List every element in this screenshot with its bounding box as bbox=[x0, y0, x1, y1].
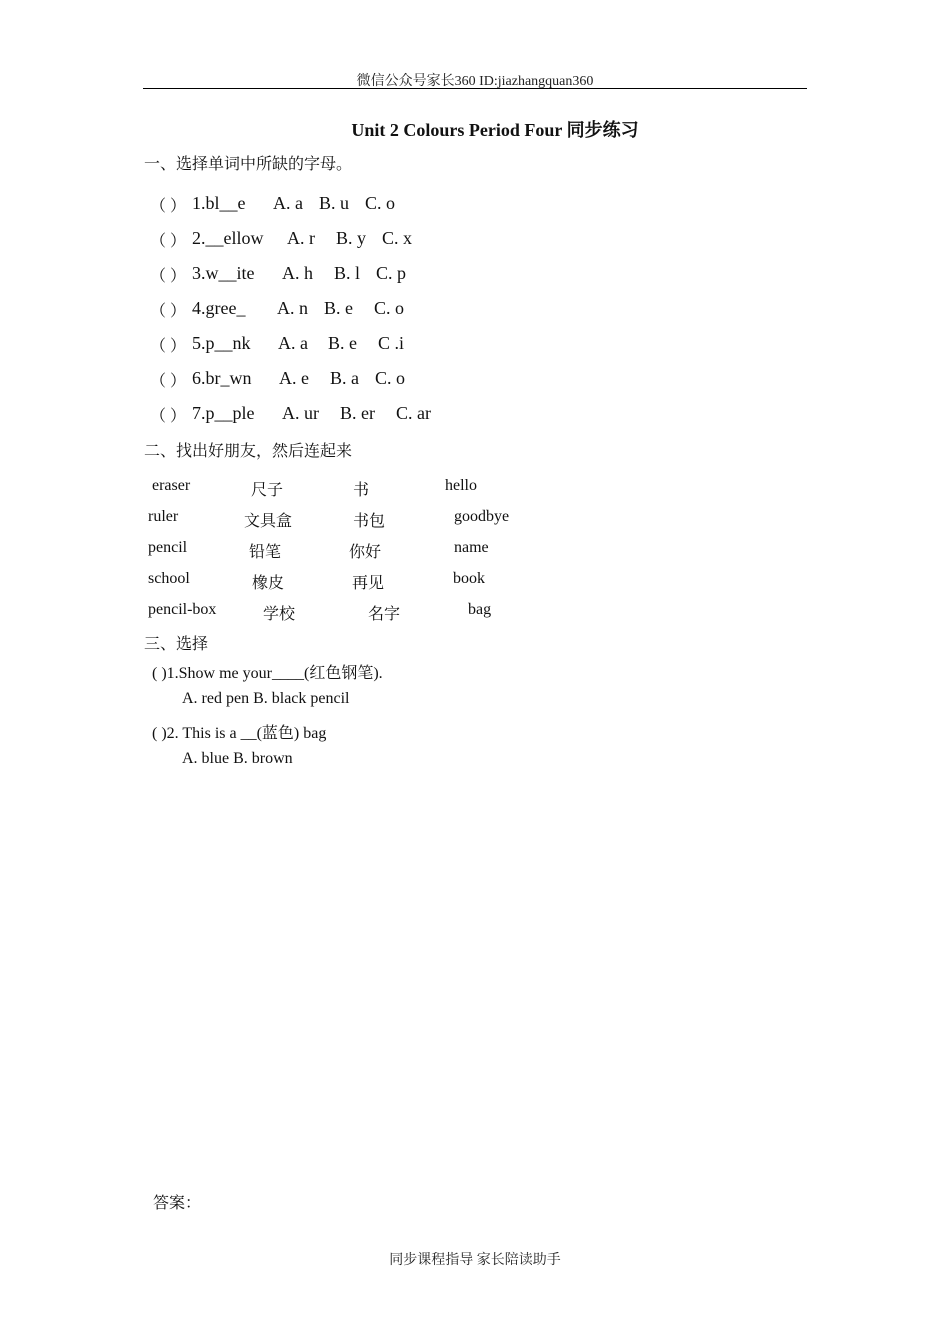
section3-heading: 三、选择 bbox=[144, 636, 209, 653]
match-cell: pencil bbox=[148, 539, 188, 556]
match-cell: 名字 bbox=[368, 606, 401, 623]
option-a: A. h bbox=[282, 263, 313, 283]
page-footer: 同步课程指导 家长陪读助手 bbox=[389, 1253, 561, 1268]
match-cell: 再见 bbox=[352, 575, 385, 592]
answer-label: 答案： bbox=[153, 1195, 202, 1212]
option-a: A. e bbox=[279, 368, 309, 388]
option-a: A. r bbox=[287, 228, 315, 248]
question-word: 2.__ellow bbox=[192, 228, 264, 248]
match-cell: hello bbox=[445, 477, 477, 494]
question-word: 7.p__ple bbox=[192, 403, 255, 423]
match-cell: 学校 bbox=[263, 606, 296, 623]
answer-blank: （ ） bbox=[150, 303, 187, 320]
option-a: A. n bbox=[277, 298, 308, 318]
match-cell: school bbox=[148, 570, 190, 587]
question-row bbox=[150, 228, 470, 254]
match-cell: name bbox=[454, 539, 489, 556]
question-word: 6.br_wn bbox=[192, 368, 252, 388]
option-c: C. o bbox=[375, 368, 406, 388]
match-cell: 文具盒 bbox=[244, 513, 293, 530]
page-header: 微信公众号家长360 ID:jiazhangquan360 bbox=[356, 74, 594, 89]
option-b: B. l bbox=[334, 263, 361, 283]
match-cell: 铅笔 bbox=[249, 544, 282, 561]
answer-blank: （ ） bbox=[150, 198, 187, 215]
option-b: B. e bbox=[324, 298, 353, 318]
answer-blank: （ ） bbox=[150, 373, 187, 390]
option-b: B. u bbox=[319, 193, 350, 213]
question-row bbox=[150, 263, 470, 289]
question-row bbox=[150, 368, 470, 394]
question-row bbox=[150, 333, 470, 359]
question-word: 5.p__nk bbox=[192, 333, 251, 353]
choice-options-2: A. blue B. brown bbox=[182, 750, 293, 767]
question-word: 3.w__ite bbox=[192, 263, 255, 283]
header-divider bbox=[143, 88, 807, 89]
section1-heading: 一、选择单词中所缺的字母。 bbox=[144, 156, 353, 173]
match-cell: goodbye bbox=[454, 508, 510, 525]
choice-question-1: ( )1.Show me your____(红色钢笔). bbox=[152, 665, 383, 682]
answer-blank: （ ） bbox=[150, 338, 187, 355]
match-cell: book bbox=[453, 570, 485, 587]
option-b: B. y bbox=[336, 228, 367, 248]
option-c: C. p bbox=[376, 263, 407, 283]
page-title: Unit 2 Colours Period Four 同步练习 bbox=[351, 120, 639, 140]
answer-blank: （ ） bbox=[150, 268, 187, 285]
match-cell: 橡皮 bbox=[252, 575, 285, 592]
match-cell: 尺子 bbox=[251, 482, 284, 499]
option-c: C. o bbox=[365, 193, 396, 213]
question-row bbox=[150, 403, 470, 429]
option-a: A. a bbox=[273, 193, 303, 213]
option-c: C .i bbox=[378, 333, 405, 353]
option-c: C. x bbox=[382, 228, 413, 248]
option-c: C. ar bbox=[396, 403, 431, 423]
answer-blank: （ ） bbox=[150, 233, 187, 250]
option-a: A. ur bbox=[282, 403, 319, 423]
question-word: 1.bl__e bbox=[192, 193, 246, 213]
option-a: A. a bbox=[278, 333, 308, 353]
match-cell: bag bbox=[468, 601, 492, 618]
question-row bbox=[150, 193, 470, 219]
match-cell: 你好 bbox=[349, 544, 382, 561]
section2-heading: 二、找出好朋友，然后连起来 bbox=[144, 443, 353, 460]
option-b: B. e bbox=[328, 333, 357, 353]
option-b: B. er bbox=[340, 403, 375, 423]
match-cell: pencil-box bbox=[148, 601, 217, 618]
answer-blank: （ ） bbox=[150, 408, 187, 425]
option-c: C. o bbox=[374, 298, 405, 318]
choice-options-1: A. red pen B. black pencil bbox=[182, 690, 350, 707]
match-cell: eraser bbox=[152, 477, 191, 494]
match-cell: 书 bbox=[353, 482, 370, 499]
question-word: 4.gree_ bbox=[192, 298, 246, 318]
option-b: B. a bbox=[330, 368, 359, 388]
choice-question-2: ( )2. This is a __(蓝色) bag bbox=[152, 725, 327, 742]
match-cell: ruler bbox=[148, 508, 179, 525]
match-cell: 书包 bbox=[353, 513, 386, 530]
question-row bbox=[150, 298, 470, 324]
